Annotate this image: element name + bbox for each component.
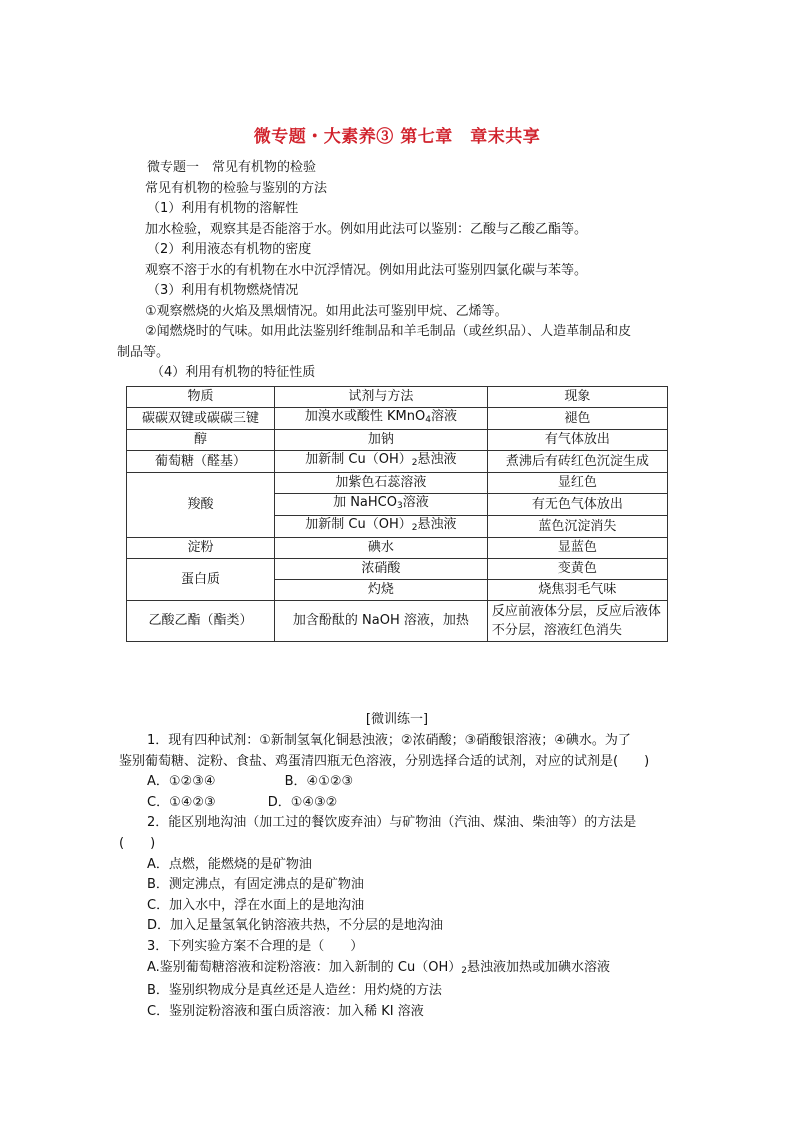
table-header-row	[127, 387, 668, 408]
page-title: 微专题・大素养③ 第七章 章末共享	[253, 127, 541, 147]
option-text: A.鉴别葡萄糖溶液和淀粉溶液：加入新制的 Cu（OH）	[147, 959, 462, 975]
option-c: C．鉴别淀粉溶液和蛋白质溶液：加入稀 KI 溶液	[147, 1003, 424, 1019]
option-b: B．测定沸点，有固定沸点的是矿物油	[147, 877, 364, 893]
cell-text: 加新制 Cu（OH）	[305, 452, 412, 467]
option-a: A．点燃，能燃烧的是矿物油	[147, 856, 312, 872]
cell-text: 溶液	[430, 409, 457, 424]
question-2: 2．能区别地沟油（加工过的餐饮废弃油）与矿物油（汽油、煤油、柴油等）的方法是	[147, 815, 637, 831]
paragraph-line: ①观察燃烧的火焰及黑烟情况。如用此法可鉴别甲烷、乙烯等。	[145, 303, 508, 319]
subscript: 2	[461, 965, 467, 976]
table-cell: 碳碳双键或碳碳三键	[127, 408, 275, 430]
paragraph-line: 制品等。	[117, 344, 170, 360]
table-cell	[274, 494, 487, 516]
cell-text: 悬浊液	[417, 452, 457, 467]
table-cell	[274, 408, 487, 430]
table-header: 物质	[127, 387, 275, 408]
table-cell: 蓝色沉淀消失	[487, 516, 667, 538]
exercise-section	[119, 731, 677, 1022]
question-1-cont: 鉴别葡萄糖、淀粉、食盐、鸡蛋清四瓶无色溶液，分别选择合适的试剂，对应的试剂是( )	[119, 753, 650, 769]
paragraph-line: ②闻燃烧时的气味。如用此法鉴别纤维制品和羊毛制品（或丝织品）、人造革制品和皮	[145, 324, 632, 339]
table-cell: 加紫色石蕊溶液	[274, 473, 487, 494]
table-cell: 褪色	[487, 408, 667, 430]
table-row	[127, 451, 668, 473]
cell-text: 加新制 Cu（OH）	[305, 517, 412, 532]
cell-text: 悬浊液	[417, 517, 457, 532]
table-row	[127, 538, 668, 559]
table-cell: 醇	[127, 430, 275, 451]
option-a	[147, 958, 677, 982]
table-cell: 碘水	[274, 538, 487, 559]
table-cell: 加含酚酞的 NaOH 溶液，加热	[274, 601, 487, 642]
subscript: 3	[397, 501, 403, 511]
option-d: D．加入足量氢氧化钠溶液共热，不分层的是地沟油	[147, 918, 444, 934]
detection-table	[126, 386, 668, 642]
paragraph-line: （2）利用液态有机物的密度	[147, 242, 312, 257]
question-2-cont: ( )	[119, 835, 156, 851]
subscript: 4	[425, 415, 431, 425]
table-cell: 反应前液体分层，反应后液体不分层，溶液红色消失	[487, 601, 667, 642]
table-cell: 灼烧	[274, 580, 487, 601]
paragraph-line: （3）利用有机物燃烧情况	[147, 283, 299, 298]
table-row	[127, 408, 668, 430]
cell-text: 加 NaHCO	[333, 495, 397, 510]
option-c: C．加入水中，浮在水面上的是地沟油	[147, 897, 365, 913]
table-cell: 变黄色	[487, 559, 667, 580]
table-cell: 有无色气体放出	[487, 494, 667, 516]
table-row	[127, 473, 668, 494]
paragraph-line: 加水检验，观察其是否能溶于水。例如用此法可以鉴别：乙酸与乙酸乙酯等。	[145, 221, 588, 237]
table-cell: 有气体放出	[487, 430, 667, 451]
table-cell: 淀粉	[127, 538, 275, 559]
question-1: 1．现有四种试剂：①新制氢氧化铜悬浊液；②浓硝酸；③硝酸银溶液；④碘水。为了	[147, 733, 631, 748]
subheading: 常见有机物的检验与鉴别的方法	[145, 180, 328, 196]
paragraph-line: 观察不溶于水的有机物在水中沉浮情况。例如用此法可鉴别四氯化碳与苯等。	[145, 262, 588, 278]
cell-text: 加溴水或酸性 KMnO	[304, 409, 426, 424]
table-header: 现象	[487, 387, 667, 408]
cell-text: 溶液	[402, 495, 429, 510]
table-cell: 烧焦羽毛气味	[487, 580, 667, 601]
question-1-options: C．①④②③ D．①④③②	[147, 794, 338, 810]
question-3: 3．下列实验方案不合理的是（ ）	[147, 938, 364, 954]
option-b: B．鉴别织物成分是真丝还是人造丝：用灼烧的方法	[147, 983, 442, 999]
subscript: 2	[411, 523, 418, 533]
paragraph-line: （4）利用有机物的特征性质	[151, 365, 316, 380]
subscript: 2	[411, 458, 418, 468]
option-text: 悬浊液加热或加碘水溶液	[467, 959, 611, 975]
paragraph-line: （1）利用有机物的溶解性	[147, 201, 299, 216]
table-cell: 浓硝酸	[274, 559, 487, 580]
exercise-heading: [微训练一]	[365, 712, 429, 727]
question-1-options: A．①②③④ B．④①②③	[147, 774, 354, 790]
table-row	[127, 430, 668, 451]
intro-section	[117, 158, 677, 384]
table-cell: 煮沸后有砖红色沉淀生成	[487, 451, 667, 473]
table-cell: 加钠	[274, 430, 487, 451]
table-cell: 葡萄糖（醛基）	[127, 451, 275, 473]
table-cell	[274, 516, 487, 538]
table-cell: 羧酸	[127, 473, 275, 538]
table-cell: 蛋白质	[127, 559, 275, 601]
table-cell	[274, 451, 487, 473]
table-header: 试剂与方法	[274, 387, 487, 408]
table-cell: 显红色	[487, 473, 667, 494]
section-heading: 微专题一 常见有机物的检验	[147, 160, 317, 175]
table-row	[127, 601, 668, 642]
table-row	[127, 559, 668, 580]
table-cell: 显蓝色	[487, 538, 667, 559]
table-cell: 乙酸乙酯（酯类）	[127, 601, 275, 642]
